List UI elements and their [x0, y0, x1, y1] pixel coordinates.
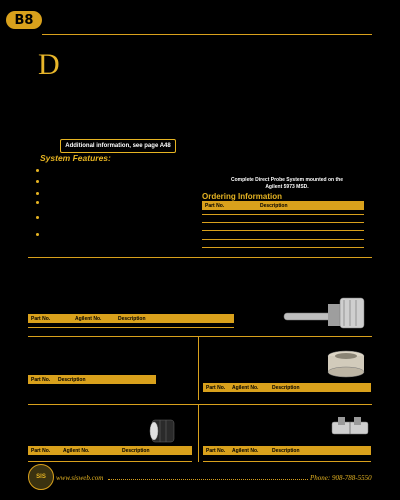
footer-website[interactable]: www.sisweb.com [56, 474, 104, 482]
feature-bullet [36, 216, 39, 219]
table-row [28, 461, 192, 462]
additional-info-link[interactable]: Additional information, see page A48 [60, 139, 176, 153]
photo-caption: Complete Direct Probe System mounted on the Agilent 5973 MSD. [231, 177, 343, 190]
col-agilent-no: Agilent No. [232, 447, 259, 454]
footer-phone: Phone: 908-788-5550 [310, 474, 372, 482]
section-letter: D [38, 48, 60, 81]
col-description: Description [272, 384, 300, 391]
probe-image [282, 292, 372, 338]
section4-table-header [28, 446, 192, 455]
header-rule [42, 34, 372, 35]
footer-rule [108, 479, 308, 481]
column-divider [198, 336, 199, 400]
col-description: Description [260, 202, 288, 209]
col-description: Description [58, 376, 86, 383]
col-part-no: Part No. [205, 202, 225, 209]
page-number-badge: B8 [6, 11, 42, 29]
section3-table-header [203, 383, 371, 392]
feature-bullet [36, 233, 39, 236]
fitting-image [146, 416, 182, 446]
col-agilent-no: Agilent No. [63, 447, 90, 454]
col-description: Description [118, 315, 146, 322]
feature-bullet [36, 201, 39, 204]
section-divider [28, 257, 372, 258]
col-part-no: Part No. [31, 447, 51, 454]
table-row [28, 327, 234, 328]
col-part-no: Part No. [31, 315, 51, 322]
clamp-image [330, 414, 370, 440]
ring-image [326, 348, 368, 380]
section-divider [28, 404, 372, 405]
col-part-no: Part No. [206, 447, 226, 454]
col-agilent-no: Agilent No. [232, 384, 259, 391]
table-row [202, 230, 364, 231]
features-title: System Features: [40, 153, 111, 163]
company-logo: SIS [28, 464, 54, 490]
col-description: Description [272, 447, 300, 454]
table-row [202, 222, 364, 223]
feature-bullet [36, 169, 39, 172]
section5-table-header [203, 446, 371, 455]
col-part-no: Part No. [31, 376, 51, 383]
table-row [202, 247, 364, 248]
section-divider [28, 336, 372, 337]
table-row [202, 214, 364, 215]
feature-bullet [36, 192, 39, 195]
table-row [202, 239, 364, 240]
col-part-no: Part No. [206, 384, 226, 391]
col-description: Description [122, 447, 150, 454]
col-agilent-no: Agilent No. [75, 315, 102, 322]
ordering-table-header [202, 201, 364, 210]
section1-table-header [28, 314, 234, 323]
ordering-info-title: Ordering Information [202, 192, 282, 201]
column-divider [198, 404, 199, 462]
section2-table-header [28, 375, 156, 384]
table-row [203, 461, 371, 462]
feature-bullet [36, 180, 39, 183]
